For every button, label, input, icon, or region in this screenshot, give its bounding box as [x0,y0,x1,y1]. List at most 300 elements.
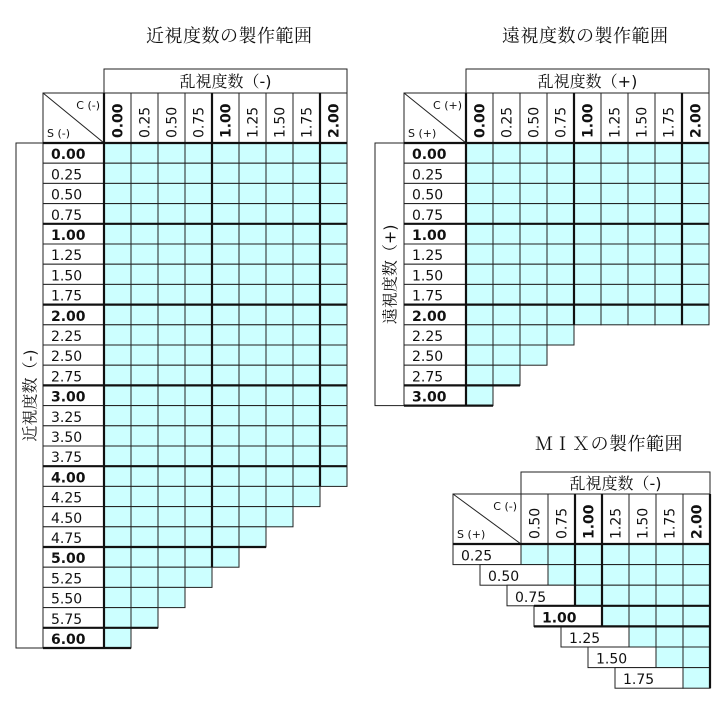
hyperopia-row-label: 2.00 [412,308,447,325]
myopia-range-cell [104,284,131,304]
hyperopia-range-cell [628,244,655,264]
myopia-range-cell [266,264,293,284]
myopia-range-cell [131,264,158,284]
hyperopia-range-cell [682,244,709,264]
myopia-range-cell [131,426,158,446]
myopia-range-cell [104,628,131,648]
hyperopia-range-cell [655,204,682,224]
myopia-range-cell [212,345,239,365]
hyperopia-range-cell [466,204,493,224]
hyperopia-range-cell [655,264,682,284]
myopia-row-label: 1.00 [51,228,86,244]
hyperopia-row-label: 1.50 [412,268,444,285]
myopia-range-cell [212,365,239,385]
hyperopia-range-cell [493,204,520,224]
hyperopia-range-cell [520,143,547,163]
mix-row-label: 1.75 [623,672,655,689]
hyperopia-range-cell [574,305,601,325]
mix-range-cell [656,544,683,565]
hyperopia-col-header: 乱視度数（+) [537,72,638,91]
myopia-range-cell [212,486,239,506]
myopia-range-cell [293,305,320,325]
myopia-range-cell [266,284,293,304]
myopia-range-cell [320,466,347,486]
hyperopia-range-cell [493,163,520,183]
myopia-row-label: 0.00 [51,147,86,164]
hyperopia-col-label: 1.25 [607,106,624,138]
mix-col-label: 0.50 [527,507,544,539]
myopia-range-cell [239,345,266,365]
myopia-range-cell [320,446,347,466]
myopia-range-cell [239,486,266,506]
myopia-range-cell [131,305,158,325]
myopia-range-cell [212,507,239,527]
myopia-range-cell [104,305,131,325]
mix-range-cell [575,565,602,586]
myopia-range-cell [131,224,158,244]
myopia-range-cell [158,446,185,466]
hyperopia-range-cell [520,264,547,284]
myopia-range-cell [212,224,239,244]
myopia-range-cell [158,345,185,365]
hyperopia-range-cell [493,244,520,264]
myopia-range-cell [131,587,158,607]
hyperopia-range-cell [547,305,574,325]
hyperopia-range-cell [547,204,574,224]
myopia-row-label: 2.00 [51,308,86,325]
myopia-range-cell [104,406,131,426]
myopia-range-cell [131,143,158,163]
myopia-range-cell [293,345,320,365]
myopia-row-label: 2.25 [51,329,83,345]
hyperopia-range-cell [493,224,520,244]
myopia-range-cell [131,284,158,304]
myopia-range-cell [104,385,131,405]
myopia-range-cell [293,365,320,385]
hyperopia-range-cell [574,183,601,203]
mix-range-cell [521,544,548,565]
myopia-range-cell [104,507,131,527]
myopia-range-cell [212,527,239,547]
hyperopia-range-cell [682,163,709,183]
myopia-range-cell [158,365,185,385]
myopia-range-cell [266,244,293,264]
mix-col-label: 1.75 [662,507,679,539]
myopia-range-cell [239,507,266,527]
mix-range-cell [683,626,710,647]
hyperopia-range-cell [682,264,709,284]
hyperopia-row-label: 1.75 [412,288,444,305]
myopia-range-cell [293,264,320,284]
myopia-row-label: 4.00 [51,470,86,487]
hyperopia-range-cell [574,244,601,264]
mix-range-cell [683,585,710,606]
hyperopia-range-cell [493,183,520,203]
hyperopia-range-cell [520,183,547,203]
myopia-range-cell [212,406,239,426]
hyperopia-range-cell [493,365,520,385]
hyperopia-range-cell [574,224,601,244]
hyperopia-col-label: 0.50 [526,106,543,138]
hyperopia-range-cell [682,183,709,203]
myopia-range-cell [212,385,239,405]
myopia-range-cell [158,264,185,284]
mix-col-label: 1.00 [581,504,598,539]
hyperopia-range-cell [682,143,709,163]
myopia-row-label: 3.50 [51,430,83,446]
mix-range-cell [656,585,683,606]
myopia-range-cell [320,264,347,284]
myopia-range-cell [212,143,239,163]
myopia-range-cell [104,224,131,244]
myopia-row-header: 近視度数（-) [20,349,40,442]
myopia-range-cell [185,345,212,365]
hyperopia-range-cell [466,143,493,163]
hyperopia-col-label: 2.00 [688,103,705,138]
mix-range-cell [683,544,710,565]
hyperopia-range-cell [682,305,709,325]
myopia-range-cell [104,608,131,628]
myopia-range-cell [158,527,185,547]
myopia-range-cell [239,406,266,426]
myopia-row-label: 3.75 [51,450,83,467]
myopia-range-cell [104,446,131,466]
hyperopia-col-label: 1.75 [661,106,678,138]
myopia-row-label: 5.75 [51,611,83,628]
myopia-range-cell [293,486,320,506]
mix-range-cell [656,626,683,647]
mix-range-cell [629,544,656,565]
myopia-range-cell [104,486,131,506]
mix-range-cell [656,565,683,586]
myopia-row-label: 4.50 [51,510,83,527]
myopia-range-cell [293,244,320,264]
myopia-range-cell [320,143,347,163]
mix-range-cell [629,626,656,647]
myopia-range-cell [131,466,158,486]
hyperopia-range-cell [628,305,655,325]
myopia-range-cell [104,547,131,567]
hyperopia-range-cell [547,264,574,284]
mix-range-cell [656,647,683,668]
myopia-range-cell [131,608,158,628]
myopia-range-cell [131,507,158,527]
myopia-row-label: 2.75 [51,369,83,386]
hyperopia-range-cell [628,163,655,183]
myopia-range-cell [131,527,158,547]
myopia-range-cell [158,587,185,607]
myopia-range-cell [158,325,185,345]
hyperopia-col-label: 1.00 [580,103,597,138]
myopia-col-label: 0.75 [191,106,208,138]
hyperopia-range-cell [628,264,655,284]
hyperopia-range-cell [547,183,574,203]
myopia-range-cell [185,365,212,385]
mix-row-label: 0.50 [488,569,520,586]
hyperopia-row-label: 0.25 [412,167,444,184]
hyperopia-range-cell [682,204,709,224]
myopia-range-cell [185,284,212,304]
myopia-row-label: 4.25 [51,490,83,507]
myopia-range-cell [320,284,347,304]
myopia-col-label: 0.00 [110,103,127,138]
myopia-range-cell [266,325,293,345]
mix-range-cell [683,565,710,586]
myopia-range-cell [212,163,239,183]
myopia-row-label: 1.50 [51,268,83,285]
myopia-row-label: 5.50 [51,591,83,608]
hyperopia-range-cell [466,183,493,203]
myopia-range-cell [158,284,185,304]
hyperopia-range-cell [601,143,628,163]
hyperopia-range-cell [574,204,601,224]
myopia-row-label: 3.25 [51,409,83,426]
hyperopia-row-label: 2.25 [412,329,444,345]
myopia-range-cell [158,204,185,224]
myopia-col-label: 2.00 [326,103,343,138]
hyperopia-row-label: 2.75 [412,369,444,386]
myopia-range-cell [320,406,347,426]
myopia-title: 近視度数の製作範囲 [146,26,313,47]
myopia-col-label: 1.25 [245,106,262,138]
myopia-range-cell [266,204,293,224]
hyperopia-range-cell [601,163,628,183]
hyperopia-row-label: 0.50 [412,187,444,204]
myopia-col-label: 1.50 [272,106,289,138]
myopia-range-cell [239,325,266,345]
myopia-range-cell [185,507,212,527]
myopia-row-label: 5.00 [51,551,86,568]
myopia-range-cell [293,284,320,304]
myopia-range-cell [158,183,185,203]
mix-corner-s-label: S (+) [457,528,486,541]
myopia-range-cell [185,264,212,284]
myopia-range-cell [239,446,266,466]
mix-range-cell [602,565,629,586]
myopia-range-cell [212,446,239,466]
myopia-range-cell [131,204,158,224]
myopia-range-cell [131,345,158,365]
myopia-range-cell [131,385,158,405]
myopia-range-cell [185,426,212,446]
myopia-range-cell [158,305,185,325]
mix-range-cell [629,606,656,627]
hyperopia-range-cell [574,163,601,183]
myopia-range-cell [131,163,158,183]
myopia-range-cell [320,204,347,224]
hyperopia-range-cell [655,183,682,203]
myopia-range-cell [293,143,320,163]
myopia-range-cell [266,466,293,486]
myopia-range-cell [158,426,185,446]
myopia-range-cell [158,567,185,587]
myopia-range-cell [320,385,347,405]
myopia-range-cell [104,163,131,183]
mix-row-label: 1.25 [569,631,601,647]
hyperopia-range-cell [574,264,601,284]
myopia-range-cell [239,143,266,163]
myopia-range-cell [185,305,212,325]
hyperopia-range-cell [574,143,601,163]
myopia-row-label: 3.00 [51,389,86,406]
myopia-range-cell [266,224,293,244]
myopia-range-cell [293,204,320,224]
hyperopia-range-cell [628,183,655,203]
myopia-range-cell [320,365,347,385]
hyperopia-col-label: 0.75 [553,106,570,138]
myopia-corner-c-label: C (-) [76,99,100,112]
myopia-range-cell [158,385,185,405]
hyperopia-range-cell [493,143,520,163]
myopia-range-cell [104,365,131,385]
myopia-range-cell [239,527,266,547]
hyperopia-range-cell [547,284,574,304]
hyperopia-range-cell [547,143,574,163]
myopia-range-cell [239,244,266,264]
myopia-range-cell [320,345,347,365]
myopia-range-cell [131,446,158,466]
hyperopia-range-cell [655,163,682,183]
mix-range-cell [602,606,629,627]
hyperopia-range-cell [601,204,628,224]
myopia-range-cell [266,365,293,385]
myopia-col-label: 0.50 [164,106,181,138]
hyperopia-range-cell [466,284,493,304]
myopia-range-cell [239,426,266,446]
myopia-row-label: 4.75 [51,531,83,547]
hyperopia-range-cell [628,224,655,244]
hyperopia-row-label: 3.00 [412,389,447,406]
hyperopia-range-cell [520,163,547,183]
mix-range-cell [683,668,710,689]
myopia-col-header: 乱視度数（-) [179,72,272,91]
myopia-range-cell [239,183,266,203]
myopia-range-cell [104,567,131,587]
mix-row-label: 1.50 [596,651,628,668]
mix-title: ＭＩＸの製作範囲 [535,434,683,455]
myopia-range-cell [185,547,212,567]
hyperopia-range-cell [628,143,655,163]
mix-col-label: 0.75 [554,507,571,539]
myopia-range-cell [239,365,266,385]
hyperopia-col-label: 0.25 [499,106,516,138]
mix-corner-c-label: C (-) [493,500,517,513]
myopia-range-cell [104,183,131,203]
hyperopia-range-cell [520,325,547,345]
myopia-range-cell [239,385,266,405]
myopia-row-label: 2.50 [51,349,83,366]
myopia-range-cell [239,305,266,325]
myopia-range-cell [185,143,212,163]
myopia-range-cell [212,547,239,567]
myopia-range-cell [185,163,212,183]
hyperopia-range-cell [547,224,574,244]
hyperopia-range-cell [601,244,628,264]
myopia-range-cell [104,466,131,486]
hyperopia-title: 遠視度数の製作範囲 [502,26,669,47]
myopia-range-cell [320,183,347,203]
hyperopia-range-cell [466,163,493,183]
myopia-range-cell [212,183,239,203]
hyperopia-range-cell [601,264,628,284]
myopia-range-cell [212,284,239,304]
mix-range-cell [683,647,710,668]
hyperopia-range-cell [655,305,682,325]
hyperopia-range-cell [682,284,709,304]
myopia-range-cell [185,244,212,264]
myopia-range-cell [239,163,266,183]
myopia-range-cell [212,466,239,486]
mix-range-cell [656,606,683,627]
myopia-range-cell [212,305,239,325]
myopia-range-cell [185,385,212,405]
myopia-range-cell [158,507,185,527]
hyperopia-range-cell [466,305,493,325]
myopia-range-cell [293,446,320,466]
myopia-range-cell [158,547,185,567]
myopia-range-cell [266,507,293,527]
myopia-corner-s-label: S (-) [47,127,71,140]
myopia-range-cell [185,406,212,426]
myopia-range-cell [131,244,158,264]
mix-row-label: 1.00 [542,610,577,627]
myopia-range-cell [212,244,239,264]
hyperopia-range-cell [547,163,574,183]
myopia-range-cell [293,224,320,244]
myopia-range-cell [185,466,212,486]
myopia-range-cell [158,224,185,244]
myopia-range-cell [266,143,293,163]
mix-range-cell [575,544,602,565]
hyperopia-range-cell [520,345,547,365]
myopia-row-label: 0.25 [51,167,83,184]
myopia-range-cell [158,163,185,183]
myopia-range-cell [239,204,266,224]
myopia-range-cell [320,426,347,446]
myopia-range-cell [293,325,320,345]
myopia-range-cell [104,527,131,547]
myopia-range-cell [104,143,131,163]
hyperopia-range-cell [466,365,493,385]
myopia-range-cell [266,406,293,426]
mix-col-label: 1.25 [608,507,625,539]
myopia-range-cell [104,587,131,607]
hyperopia-row-label: 2.50 [412,349,444,366]
hyperopia-range-cell [601,224,628,244]
mix-range-cell [548,544,575,565]
myopia-range-cell [185,527,212,547]
hyperopia-row-label: 0.75 [412,207,444,224]
hyperopia-range-cell [655,143,682,163]
hyperopia-range-cell [601,305,628,325]
mix-row-label: 0.25 [461,548,493,565]
hyperopia-range-cell [682,224,709,244]
myopia-row-label: 1.25 [51,248,83,265]
myopia-range-cell [131,406,158,426]
myopia-range-cell [320,305,347,325]
myopia-range-cell [293,385,320,405]
hyperopia-range-cell [655,244,682,264]
hyperopia-range-cell [655,284,682,304]
myopia-range-cell [158,486,185,506]
myopia-range-cell [212,204,239,224]
hyperopia-range-cell [493,325,520,345]
hyperopia-range-cell [466,325,493,345]
myopia-range-cell [293,426,320,446]
myopia-range-cell [185,224,212,244]
hyperopia-range-cell [520,305,547,325]
myopia-row-label: 6.00 [51,632,86,648]
